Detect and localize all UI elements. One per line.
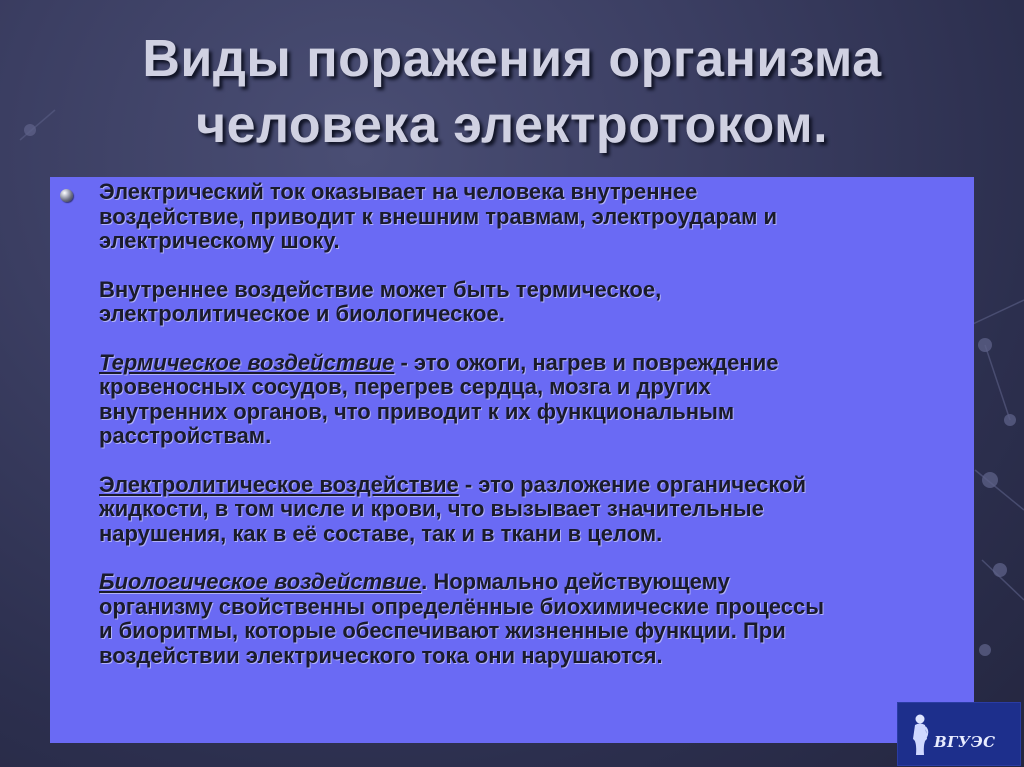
content-panel xyxy=(50,177,974,743)
logo-text: ВГУЭС xyxy=(934,733,996,751)
paragraph-electrolytic xyxy=(99,473,969,547)
text-line xyxy=(99,473,969,498)
text-line: воздействие, приводит к внешним травмам, электроударам и xyxy=(99,203,778,229)
text-fragment: . Нормально действующему xyxy=(421,569,730,594)
text-line: электролитическое и биологическое. xyxy=(99,301,505,326)
term-biological: Биологическое воздействие xyxy=(99,569,422,594)
content-text xyxy=(99,180,969,692)
text-line: электрическому шоку. xyxy=(99,228,340,253)
text-line: внутренних органов, что приводит к их функциональным xyxy=(99,398,735,424)
text-line: кровеносных сосудов, перегрев сердца, мозга и других xyxy=(99,374,711,399)
bullet-icon xyxy=(60,189,73,202)
text-line xyxy=(99,570,969,595)
university-logo xyxy=(897,702,1021,766)
text-line: воздействии электрического тока они нарушаются. xyxy=(99,642,663,668)
text-line: Внутреннее воздействие может быть термическое, xyxy=(99,276,662,302)
paragraph-types xyxy=(99,278,969,327)
text-line: нарушения, как в её составе, так и в ткани в целом. xyxy=(99,520,663,546)
paragraph-thermal xyxy=(99,351,969,449)
paragraph-biological xyxy=(99,570,969,668)
text-line: Электрический ток оказывает на человека внутреннее xyxy=(99,179,698,204)
text-fragment: - это разложение органической xyxy=(458,471,807,497)
text-line: жидкости, в том числе и крови, что вызывает значительные xyxy=(99,496,764,521)
slide-title xyxy=(40,26,984,158)
text-line xyxy=(99,351,969,376)
text-fragment: - это ожоги, нагрев и повреждение xyxy=(394,349,779,375)
title-line-2: человека электротоком. xyxy=(195,96,829,154)
term-thermal: Термическое воздействие xyxy=(99,349,395,375)
text-line: расстройствам. xyxy=(99,423,272,448)
text-line: организму свойственны определённые биохимические процессы xyxy=(99,593,825,619)
title-line-1: Виды поражения организма xyxy=(142,30,882,88)
term-electrolytic: Электролитическое воздействие xyxy=(99,471,459,497)
logo-figure-icon xyxy=(910,713,930,757)
paragraph-intro xyxy=(99,180,969,254)
text-line: и биоритмы, которые обеспечивают жизненные функции. При xyxy=(99,618,786,643)
